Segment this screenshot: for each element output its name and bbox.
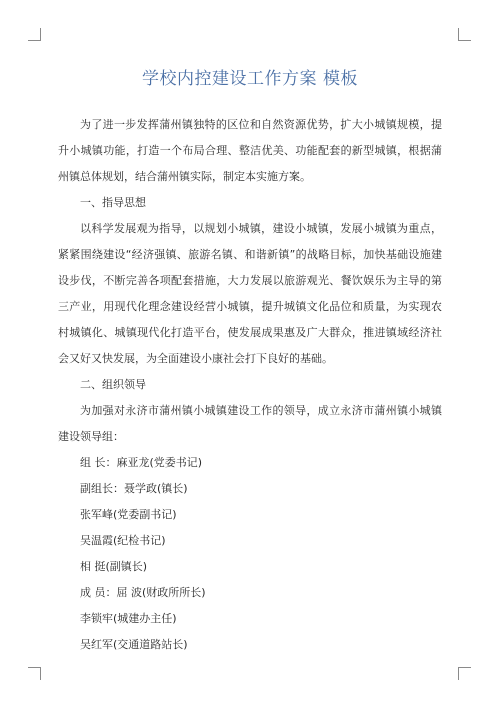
member-line: 吴红军(交通道路站长) <box>80 638 188 651</box>
crop-mark-top-right <box>458 28 471 41</box>
organization-paragraph: 为加强对永济市蒲州镇小城镇建设工作的领导，成立永济市蒲州镇小城镇建设领导组： <box>58 404 442 443</box>
intro-paragraph: 为了进一步发挥蒲州镇独特的区位和自然资源优势，扩大小城镇规模，提升小城镇功能，打造一个布局合理、整洁优美、功能配套的新型城镇，根据蒲州镇总体规划，结合蒲州镇实际，制定本实施方案。 <box>58 118 442 183</box>
crop-mark-bottom-right <box>458 667 471 680</box>
section-heading-guiding-ideology: 一、指导思想 <box>80 196 146 209</box>
member-line: 张军峰(党委副书记) <box>80 508 177 521</box>
document-body <box>58 112 442 658</box>
member-line: 组 长：麻亚龙(党委书记) <box>80 456 203 469</box>
section-heading-organization: 二、组织领导 <box>80 378 146 391</box>
crop-mark-top-left <box>28 28 41 41</box>
guiding-ideology-paragraph: 以科学发展观为指导，以规划小城镇，建设小城镇，发展小城镇为重点，紧紧围绕建设“经济强镇、旅游名镇、和谐新镇”的战略目标，加快基础设施建设步伐，不断完善各项配套措施，大力发展以旅游观光、餐饮娱乐为主导的第三产业，用现代化理念建设经营小城镇，提升城镇文化品位和质量，为实现农村城镇化、城镇现代化打造平台，使发展成果惠及广大群众，推进镇域经济社会又好又快发展，为全面建设小康社会打下良好的基础。 <box>58 222 442 365</box>
crop-mark-bottom-left <box>28 667 41 680</box>
member-line: 相 挺(副镇长) <box>80 560 148 573</box>
member-line: 李锁牢(城建办主任) <box>80 612 177 625</box>
member-line: 副组长：聂学政(镇长) <box>80 482 188 495</box>
member-line: 成 员：屈 波(财政所所长) <box>80 586 206 599</box>
document-title: 学校内控建设工作方案 模板 <box>142 69 358 89</box>
member-line: 吴温霞(纪检书记) <box>80 534 166 547</box>
